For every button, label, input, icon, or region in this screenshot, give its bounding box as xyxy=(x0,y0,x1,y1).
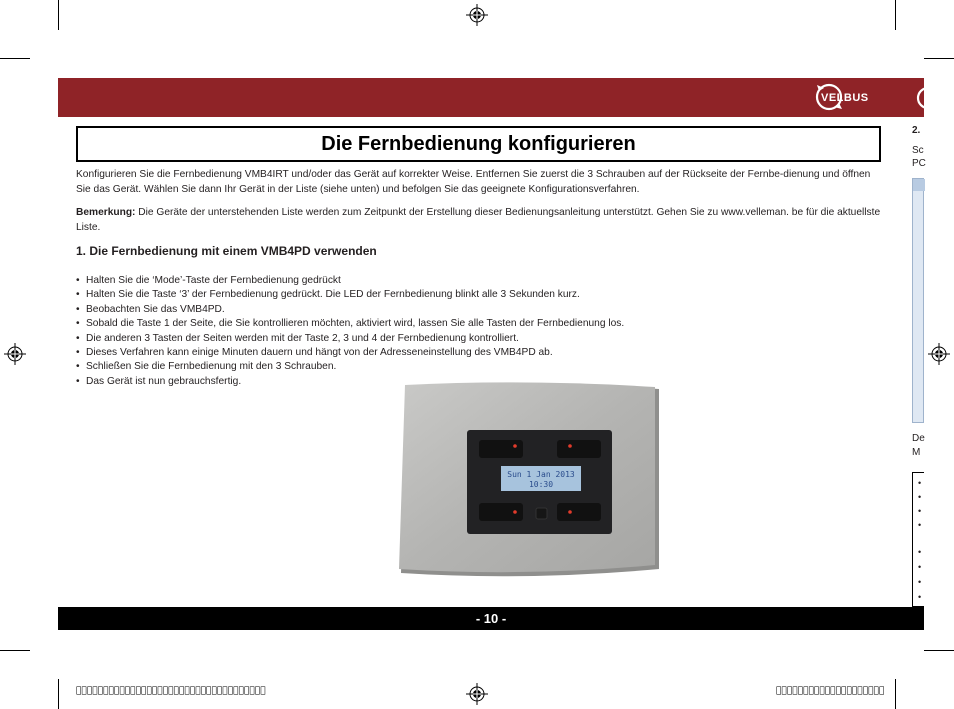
list-item: • Dieses Verfahren kann einige Minuten dauern und hängt von der Adresseneinstellung des VMB4PD ab. xyxy=(76,346,624,360)
crop-mark xyxy=(895,0,896,30)
list-item: • Halten Sie die Taste ‘3’ der Fernbedienung gedrückt. Die LED der Fernbedienung blinkt alle 3 Sekunden kurz. xyxy=(76,288,624,302)
crop-mark xyxy=(924,650,954,651)
registration-mark-icon xyxy=(4,343,26,365)
next-page-text-fragment: M xyxy=(912,447,921,458)
next-page-screenshot-fragment xyxy=(912,178,924,423)
device-photo xyxy=(397,383,662,580)
device-display-line2: 10:30 xyxy=(528,480,554,489)
list-item: • Das Gerät ist nun gebrauchsfertig. xyxy=(76,375,624,389)
registration-mark-icon xyxy=(928,343,950,365)
print-slug-right:                      xyxy=(776,686,885,696)
crop-mark xyxy=(0,58,30,59)
intro-paragraph: Konfigurieren Sie die Fernbedienung VMB4IRT und/oder das Gerät auf korrekter Weise. Entfernen Sie zuerst die 3 Schrauben auf der Rückseite der Fernbe-dienung und öffnen Sie das Gerät. Wählen Sie dann Ihr Gerät in der Liste (siehe unten) und befolgen Sie das geeignete Konfigurationsverfahren. xyxy=(76,169,871,195)
crop-mark xyxy=(58,0,59,30)
list-item: • Beobachten Sie das VMB4PD. xyxy=(76,303,624,317)
velbus-logo xyxy=(815,84,877,110)
step-list xyxy=(76,274,624,389)
next-page-logo-fragment xyxy=(916,85,926,111)
next-page-text-fragment: PC xyxy=(912,158,926,169)
header-band xyxy=(58,78,924,117)
crop-mark xyxy=(58,679,59,709)
print-slug-left:                                     xyxy=(76,686,266,696)
section-heading: 1. Die Fernbedienung mit einem VMB4PD verwenden xyxy=(76,244,377,258)
remark-paragraph xyxy=(76,205,884,235)
page-number: - 10 - xyxy=(475,611,507,626)
page-number-bar xyxy=(58,607,924,630)
crop-mark xyxy=(895,679,896,709)
page-title: Die Fernbedienung konfigurieren xyxy=(76,126,881,162)
list-item: • Sobald die Taste 1 der Seite, die Sie kontrollieren möchten, aktiviert wird, lassen Sie alle Tasten der Fernbedienung los. xyxy=(76,317,624,331)
next-page-bullet-box-fragment: • • • • • • • • xyxy=(912,472,924,607)
next-page-text-fragment: De xyxy=(912,433,925,444)
list-item: • Die anderen 3 Tasten der Seiten werden mit der Taste 2, 3 und 4 der Fernbedienung kontrolliert. xyxy=(76,332,624,346)
registration-mark-icon xyxy=(466,4,488,26)
crop-mark xyxy=(0,650,30,651)
remark-text: Die Geräte der unterstehenden Liste werden zum Zeitpunkt der Erstellung dieser Bedienungsanleitung unterstützt. Gehen Sie zu www.velleman. be für die aktuellste Liste. xyxy=(76,207,881,233)
remark-label: Bemerkung: xyxy=(76,207,136,218)
device-display-line1: Sun 1 Jan 2013 xyxy=(507,470,575,479)
list-item: • Halten Sie die ‘Mode’-Taste der Fernbedienung gedrückt xyxy=(76,274,624,288)
next-page-text-fragment: Sc xyxy=(912,145,924,156)
list-item: • Schließen Sie die Fernbedienung mit den 3 Schrauben. xyxy=(76,360,624,374)
registration-mark-icon xyxy=(466,683,488,705)
next-page-heading-fragment: 2. xyxy=(912,125,921,136)
crop-mark xyxy=(924,58,954,59)
velbus-logo-icon xyxy=(916,85,926,111)
logo-text: VELBUS xyxy=(821,92,869,104)
